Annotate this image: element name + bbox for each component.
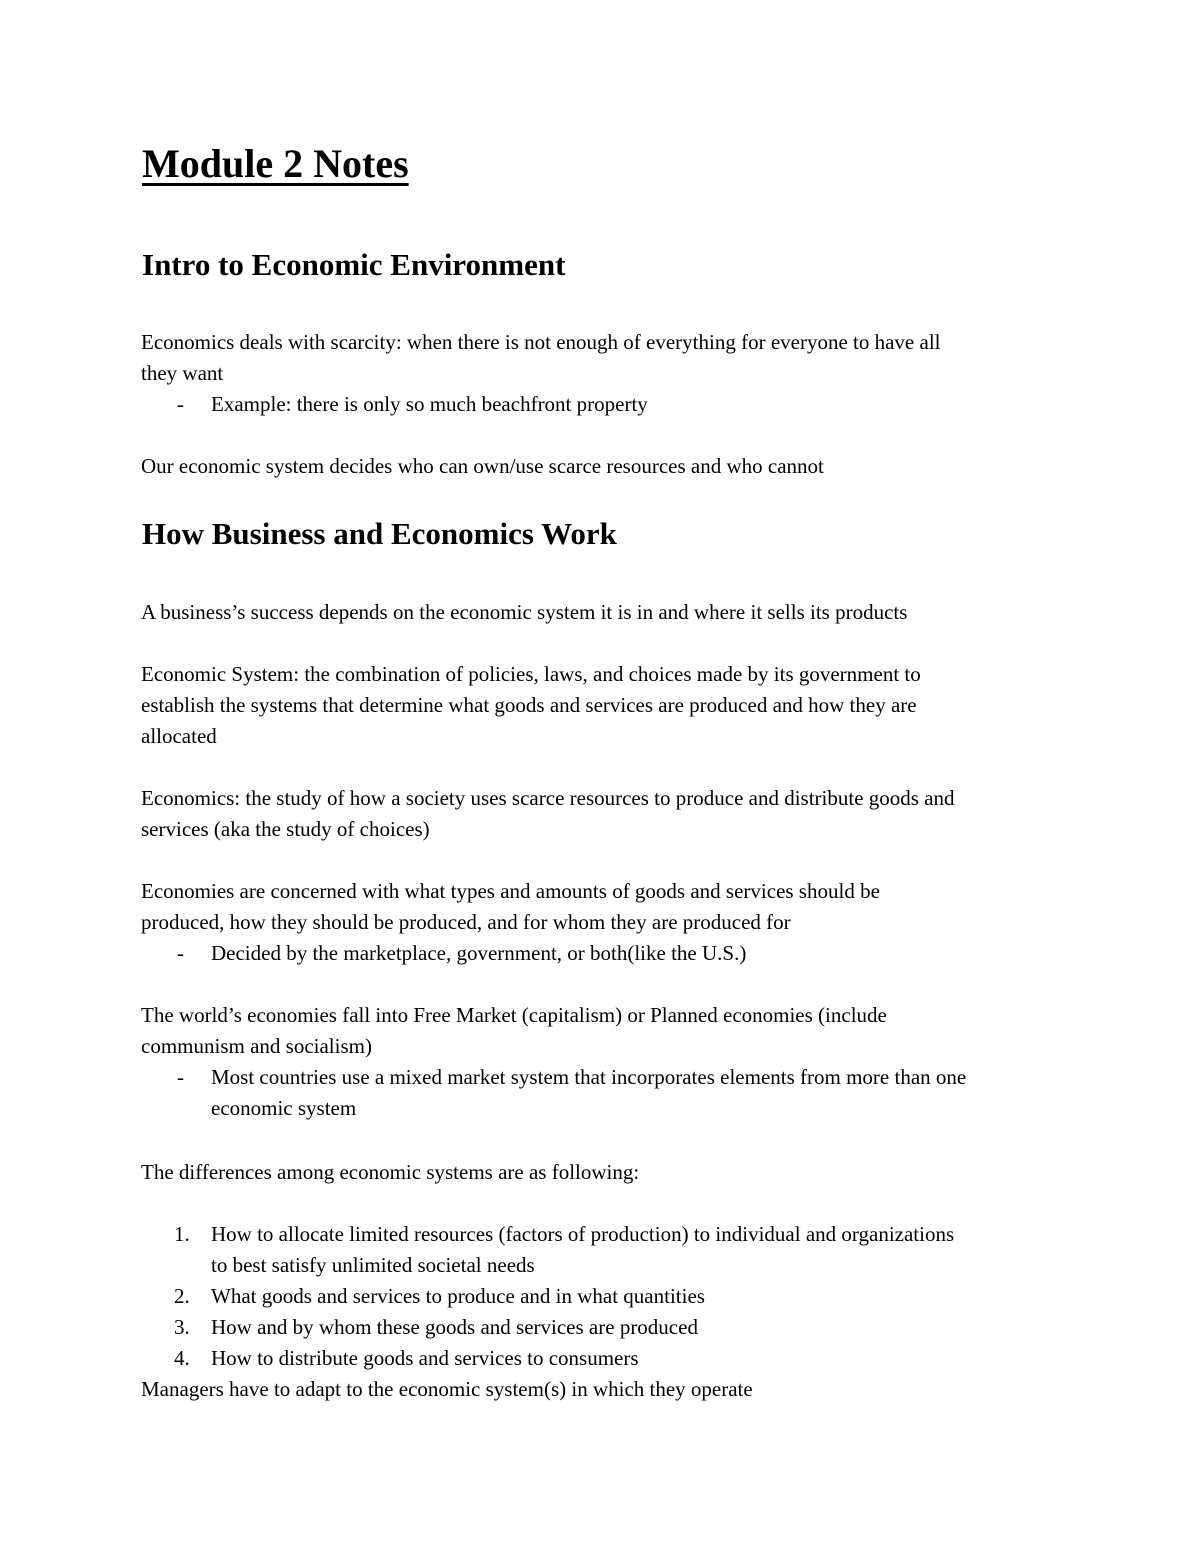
paragraph-economic-system-line-2: establish the systems that determine what goods and services are produced and how they are	[141, 693, 917, 717]
paragraph-scarcity-line-2: they want	[141, 361, 224, 385]
bullet-marker: -	[177, 1065, 184, 1089]
paragraph-economics-line-1: Economics: the study of how a society uses scarce resources to produce and distribute goods and	[141, 786, 955, 810]
list-number: 1.	[174, 1222, 190, 1246]
bullet-item-mixed-market-line-2: economic system	[211, 1096, 357, 1120]
list-item-distribute: How to distribute goods and services to consumers	[211, 1346, 639, 1370]
paragraph-world-economies-line-2: communism and socialism)	[141, 1034, 372, 1058]
paragraph-business-success: A business’s success depends on the economic system it is in and where it sells its products	[141, 600, 908, 624]
paragraph-world-economies-line-1: The world’s economies fall into Free Market (capitalism) or Planned economies (include	[141, 1003, 887, 1027]
bullet-marker: -	[177, 392, 184, 416]
page-title: Module 2 Notes	[142, 141, 409, 186]
list-item-allocate-line-1: How to allocate limited resources (factors of production) to individual and organizations	[211, 1222, 955, 1246]
paragraph-economics-line-2: services (aka the study of choices)	[141, 817, 430, 841]
bullet-item-mixed-market-line-1: Most countries use a mixed market system that incorporates elements from more than one	[211, 1065, 967, 1089]
paragraph-economic-system-line-3: allocated	[141, 724, 217, 748]
list-number: 3.	[174, 1315, 190, 1339]
paragraph-economies-line-2: produced, how they should be produced, and for whom they are produced for	[141, 910, 791, 934]
paragraph-differences: The differences among economic systems are as following:	[141, 1160, 640, 1184]
section-heading-business-economics: How Business and Economics Work	[142, 516, 617, 551]
bullet-item-decided-by: Decided by the marketplace, government, or both(like the U.S.)	[211, 941, 747, 965]
paragraph-scarcity-line-1: Economics deals with scarcity: when there is not enough of everything for everyone to have all	[141, 330, 941, 354]
paragraph-economic-system-decides: Our economic system decides who can own/use scarce resources and who cannot	[141, 454, 824, 478]
list-item-allocate-line-2: to best satisfy unlimited societal needs	[211, 1253, 535, 1277]
list-number: 2.	[174, 1284, 190, 1308]
list-item-what-goods: What goods and services to produce and in what quantities	[211, 1284, 705, 1308]
list-number: 4.	[174, 1346, 190, 1370]
section-heading-intro: Intro to Economic Environment	[142, 247, 566, 282]
bullet-marker: -	[177, 941, 184, 965]
paragraph-economic-system-line-1: Economic System: the combination of policies, laws, and choices made by its government to	[141, 662, 921, 686]
paragraph-economies-line-1: Economies are concerned with what types and amounts of goods and services should be	[141, 879, 880, 903]
bullet-item-example: Example: there is only so much beachfront property	[211, 392, 648, 416]
paragraph-managers: Managers have to adapt to the economic system(s) in which they operate	[141, 1377, 753, 1401]
list-item-how-and-by-whom: How and by whom these goods and services are produced	[211, 1315, 698, 1339]
